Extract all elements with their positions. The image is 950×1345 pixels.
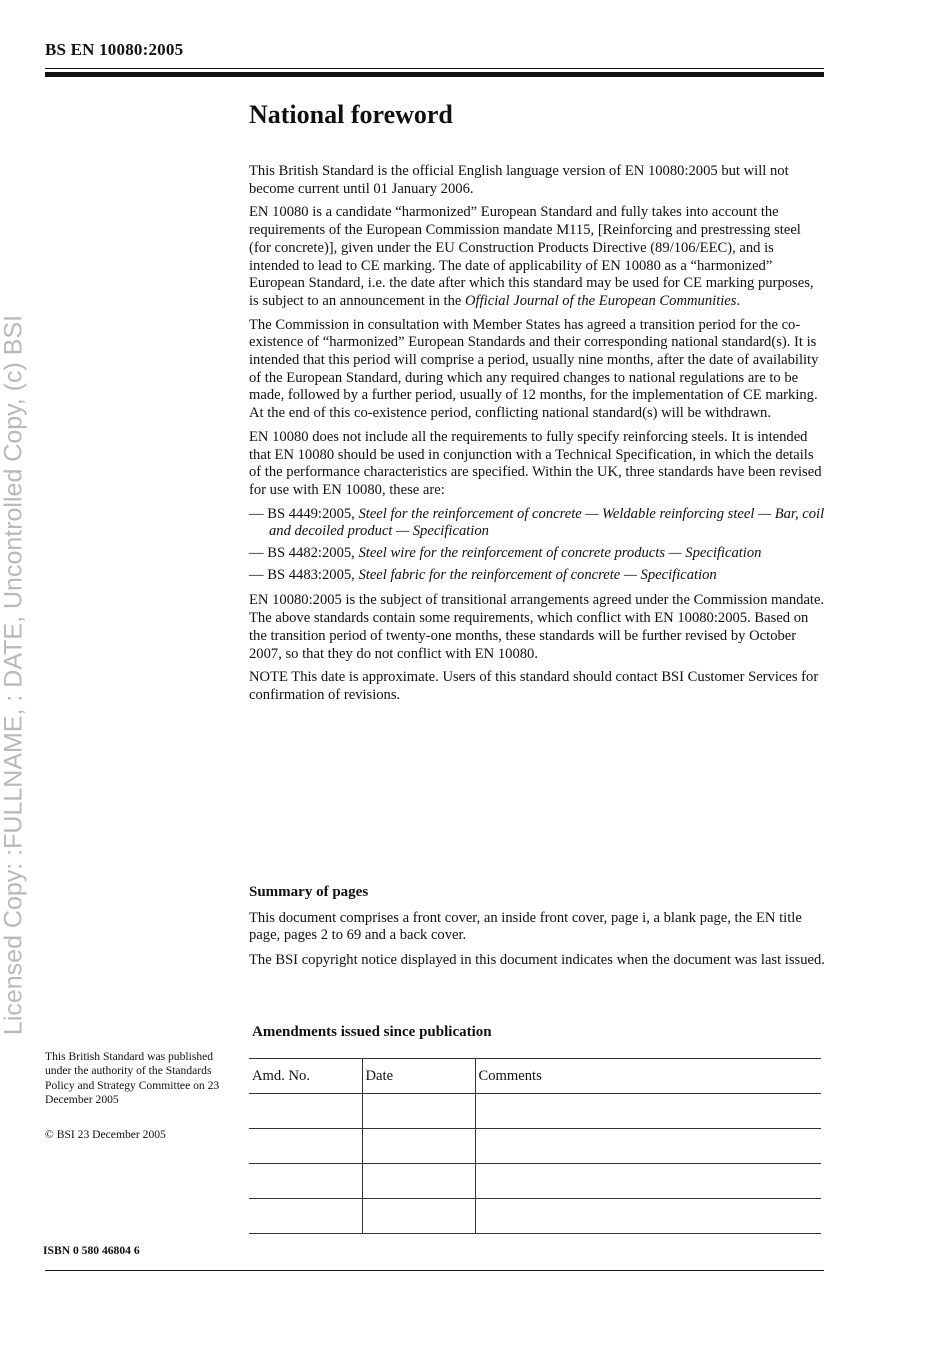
table-cell: [249, 1129, 362, 1164]
summary-pages-text: This document comprises a front cover, an inside front cover, page i, a blank page, the EN title page, pages 2 to 69 and a back cover.: [249, 909, 802, 944]
table-cell: [362, 1164, 475, 1199]
table-cell: [249, 1164, 362, 1199]
paragraph-harmonized-text: EN 10080 is a candidate “harmonized” European Standard and fully takes into account the requirements of the European Commission mandate M115, [Reinforcing and prestressing steel (for concrete)], given under the EU Construction Products Directive (89/106/EEC), and is intended to lead to CE marking. The date of applicability of EN 10080 as a “harmonized” European Standard, i.e. the date after which this standard may be used for CE marking purposes, is subject to an announcement in the: [249, 204, 814, 309]
paragraph-transition: The Commission in consultation with Member States has agreed a transition period for the co-existence of “harmonized” European Standards and their corresponding national standard(s). It is intended that this period will comprise a period, usually nine months, after the date of availability of the European Standard, during which any required changes to national regulations are to be made, followed by a further period, usually of 12 months, for the implementation of CE marking. At the end of this co-existence period, conflicting national standard(s) will be withdrawn.: [249, 316, 819, 422]
table-row: [249, 1199, 821, 1234]
list-item-title: Steel for the reinforcement of concrete — Weldable reinforcing steel — Bar, coil and decoiled product — Specification: [269, 505, 825, 540]
table-cell: [362, 1129, 475, 1164]
authority-statement: This British Standard was published under the authority of the Standards Policy and Strategy Committee on 23 December 2005: [45, 1050, 220, 1107]
summary-copyright-text: The BSI copyright notice displayed in this document indicates when the document was last issued.: [249, 952, 825, 969]
publication-note: [45, 1050, 225, 1162]
list-item-ref: — BS 4449:2005,: [249, 505, 359, 522]
amendments-table: [249, 1058, 821, 1234]
table-cell: [475, 1129, 821, 1164]
column-header-amd-no: Amd. No.: [249, 1059, 362, 1094]
list-item-ref: — BS 4483:2005,: [249, 566, 359, 583]
list-item-title: Steel wire for the reinforcement of concrete products — Specification: [358, 545, 762, 562]
footer-rule: [45, 1270, 824, 1271]
journal-title: Official Journal of the European Communities: [465, 292, 737, 309]
table-cell: [249, 1199, 362, 1234]
summary-section: [249, 884, 825, 977]
paragraph-requirements: EN 10080 does not include all the requirements to fully specify reinforcing steels. It is intended that EN 10080 should be used in conjunction with a Technical Specification, in which the details of the performance characteristics are specified. Within the UK, three standards have been revised for use with EN 10080, these are:: [249, 428, 822, 498]
paragraph-current-date: This British Standard is the official English language version of EN 10080:2005 but will not become current until 01 January 2006.: [249, 163, 789, 197]
column-header-date: Date: [362, 1059, 475, 1094]
table-row: [249, 1129, 821, 1164]
list-item: [249, 567, 825, 585]
list-item: [249, 506, 825, 541]
table-cell: [362, 1094, 475, 1129]
paragraph-harmonized: [249, 204, 825, 310]
foreword-body: [249, 163, 825, 711]
header-rule-thick: [45, 72, 824, 77]
page-title: National foreword: [249, 100, 453, 129]
note-paragraph: NOTE This date is approximate. Users of this standard should contact BSI Customer Services for confirmation of revisions.: [249, 669, 819, 703]
table-cell: [475, 1094, 821, 1129]
list-item: [249, 545, 825, 563]
table-header-row: [249, 1059, 821, 1094]
amendments-heading: Amendments issued since publication: [252, 1024, 492, 1040]
table-row: [249, 1094, 821, 1129]
table-cell: [362, 1199, 475, 1234]
isbn: ISBN 0 580 46804 6: [43, 1244, 140, 1257]
list-item-ref: — BS 4482:2005,: [249, 545, 359, 562]
copyright-statement: © BSI 23 December 2005: [45, 1127, 166, 1141]
table-cell: [249, 1094, 362, 1129]
header-rule-thin: [45, 68, 824, 69]
table-cell: [475, 1164, 821, 1199]
document-id: BS EN 10080:2005: [45, 40, 184, 59]
paragraph-harmonized-end: .: [736, 292, 741, 309]
summary-heading: Summary of pages: [249, 884, 369, 900]
column-header-comments: Comments: [475, 1059, 821, 1094]
table-row: [249, 1164, 821, 1199]
license-watermark: Licensed Copy: :FULLNAME, : DATE, Uncontrolled Copy, (c) BSI: [0, 314, 28, 1036]
paragraph-transitional-arrangements: EN 10080:2005 is the subject of transitional arrangements agreed under the Commission mandate. The above standards contain some requirements, which conflict with EN 10080:2005. Based on the transition period of twenty-one months, these standards will be further revised by October 2007, so that they do not conflict with EN 10080.: [249, 592, 825, 662]
table-cell: [475, 1199, 821, 1234]
list-item-title: Steel fabric for the reinforcement of concrete — Specification: [358, 566, 717, 583]
